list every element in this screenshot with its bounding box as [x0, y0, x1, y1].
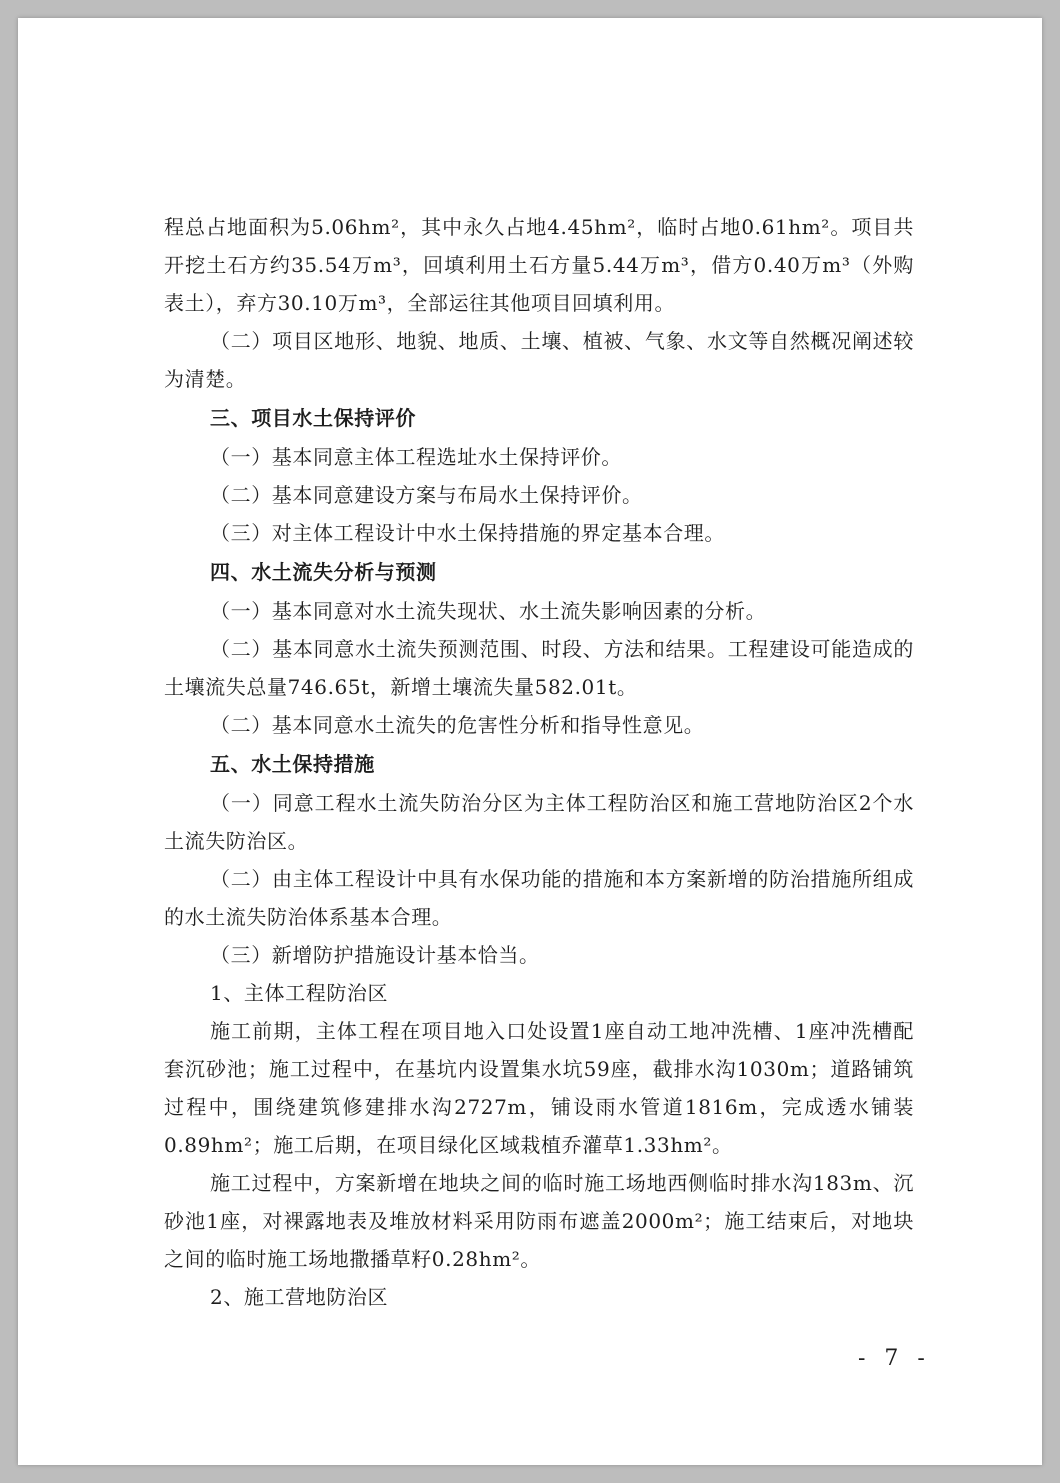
paragraph: 程总占地面积为5.06hm²，其中永久占地4.45hm²，临时占地0.61hm²。项目共开挖土石方约35.54万m³，回填利用土石方量5.44万m³，借方0.40万m³（外购表土），弃方30.10万m³，全部运往其他项目回填利用。	[164, 215, 914, 315]
paragraph: （二）基本同意建设方案与布局水土保持评价。	[210, 483, 643, 507]
section-heading: 五、水土保持措施	[210, 752, 375, 776]
paragraph: （二）基本同意水土流失预测范围、时段、方法和结果。工程建设可能造成的土壤流失总量746.65t，新增土壤流失量582.01t。	[164, 637, 914, 699]
paragraph: （二）由主体工程设计中具有水保功能的措施和本方案新增的防治措施所组成的水土流失防治体系基本合理。	[164, 867, 914, 929]
paragraph: （二）项目区地形、地貌、地质、土壤、植被、气象、水文等自然概况阐述较为清楚。	[164, 329, 914, 391]
paragraph: （三）新增防护措施设计基本恰当。	[210, 943, 540, 967]
paragraph: （三）对主体工程设计中水土保持措施的界定基本合理。	[210, 521, 725, 545]
document-body	[164, 208, 914, 1316]
section-heading: 三、项目水土保持评价	[210, 406, 416, 430]
paragraph: （二）基本同意水土流失的危害性分析和指导性意见。	[210, 713, 705, 737]
paragraph: （一）同意工程水土流失防治分区为主体工程防治区和施工营地防治区2个水土流失防治区。	[164, 791, 914, 853]
subsection-label: 2、施工营地防治区	[210, 1285, 389, 1309]
paragraph: 施工前期，主体工程在项目地入口处设置1座自动工地冲洗槽、1座冲洗槽配套沉砂池；施工过程中，在基坑内设置集水坑59座，截排水沟1030m；道路铺筑过程中，围绕建筑修建排水沟2727m，铺设雨水管道1816m，完成透水铺装0.89hm²；施工后期，在项目绿化区域栽植乔灌草1.33hm²。	[164, 1019, 914, 1157]
paragraph: 施工过程中，方案新增在地块之间的临时施工场地西侧临时排水沟183m、沉砂池1座，对裸露地表及堆放材料采用防雨布遮盖2000m²；施工结束后，对地块之间的临时施工场地撒播草籽0.28hm²。	[164, 1171, 914, 1271]
section-heading: 四、水土流失分析与预测	[210, 560, 437, 584]
document-page	[18, 18, 1042, 1465]
paragraph: （一）基本同意对水土流失现状、水土流失影响因素的分析。	[210, 599, 767, 623]
page-number: - 7 -	[858, 1346, 931, 1371]
subsection-label: 1、主体工程防治区	[210, 981, 389, 1005]
paragraph: （一）基本同意主体工程选址水土保持评价。	[210, 445, 622, 469]
